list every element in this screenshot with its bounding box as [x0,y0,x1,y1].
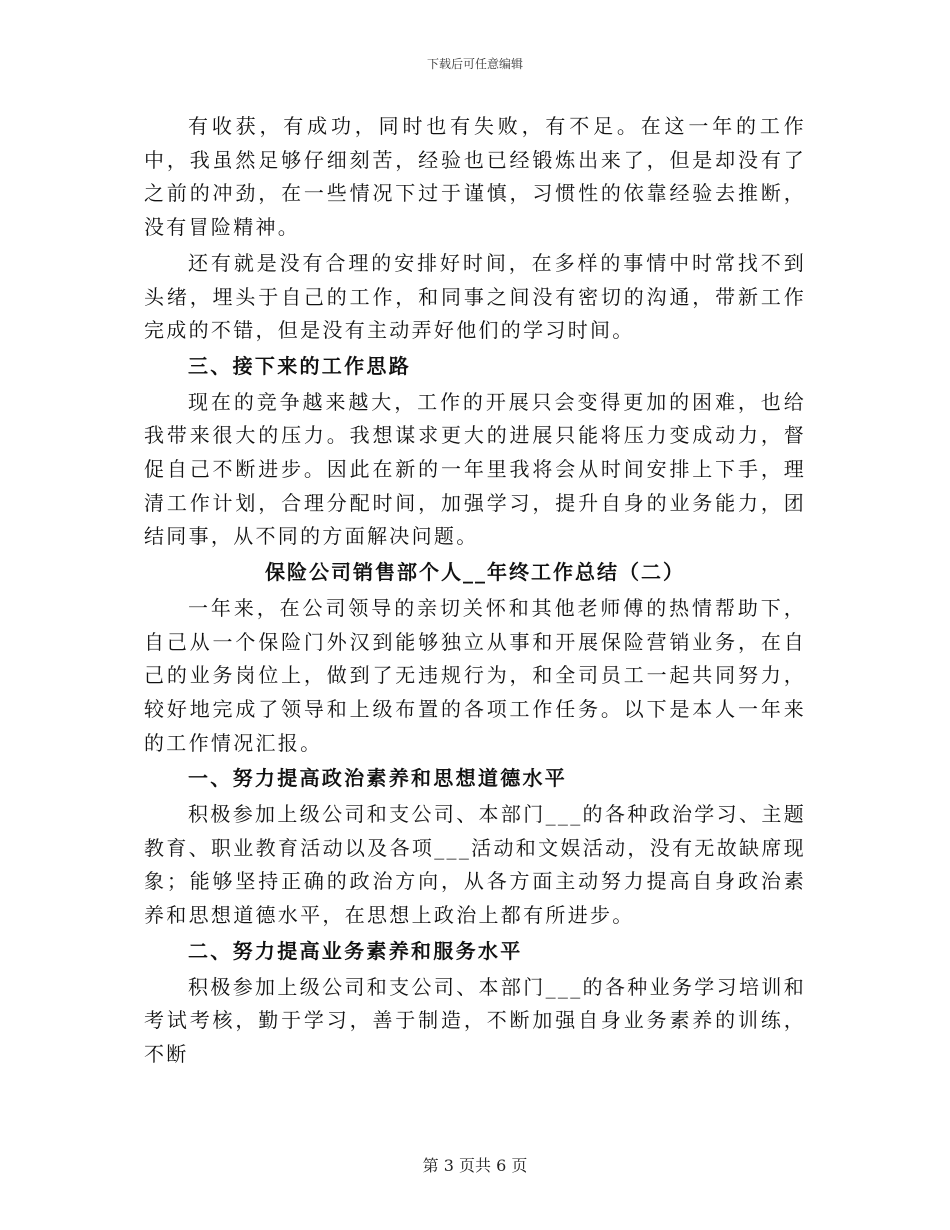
document-title-2: 保险公司销售部个人__年终工作总结（二） [265,560,685,585]
paragraph-4: 一年来，在公司领导的亲切关怀和其他老师傅的热情帮助下，自己从一个保险门外汉到能够独立从事和开展保险营销业务，在自己的业务岗位上，做到了无违规行为，和全司员工一起共同努力，较好地完成了领导和上级布置的各项工作任务。以下是本人一年来的工作情况汇报。 [144,595,806,755]
section-heading-1: 一、努力提高政治素养和思想道德水平 [188,766,568,791]
paragraph-3: 现在的竞争越来越大，工作的开展只会变得更加的困难，也给我带来很大的压力。我想谋求更大的进展只能将压力变成动力，督促自己不断进步。因此在新的一年里我将会从时间安排上下手，理清工作计划，合理分配时间，加强学习，提升自身的业务能力，团结同事，从不同的方面解决问题。 [144,389,806,549]
paragraph-2: 还有就是没有合理的安排好时间，在多样的事情中时常找不到头绪，埋头于自己的工作，和同事之间没有密切的沟通，带新工作完成的不错，但是没有主动弄好他们的学习时间。 [144,250,806,343]
page-header: 下载后可任意编辑 [426,57,523,71]
page-footer: 第 3 页共 6 页 [422,1156,528,1175]
paragraph-5: 积极参加上级公司和支公司、本部门___的各种政治学习、主题教育、职业教育活动以及各项___活动和文娱活动，没有无故缺席现象；能够坚持正确的政治方向，从各方面主动努力提高自身政治素养和思想道德水平，在思想上政治上都有所进步。 [144,802,806,928]
document-body [144,110,806,1074]
section-heading-2: 二、努力提高业务素养和服务水平 [188,938,523,963]
paragraph-6: 积极参加上级公司和支公司、本部门___的各种业务学习培训和考试考核，勤于学习，善于制造，不断加强自身业务素养的训练，不断 [144,974,806,1066]
paragraph-1: 有收获，有成功，同时也有失败，有不足。在这一年的工作中，我虽然足够仔细刻苦，经验也已经锻炼出来了，但是却没有了之前的冲劲，在一些情况下过于谨慎，习惯性的依靠经验去推断，没有冒险精神。 [144,114,806,240]
section-heading-3: 三、接下来的工作思路 [188,353,411,378]
